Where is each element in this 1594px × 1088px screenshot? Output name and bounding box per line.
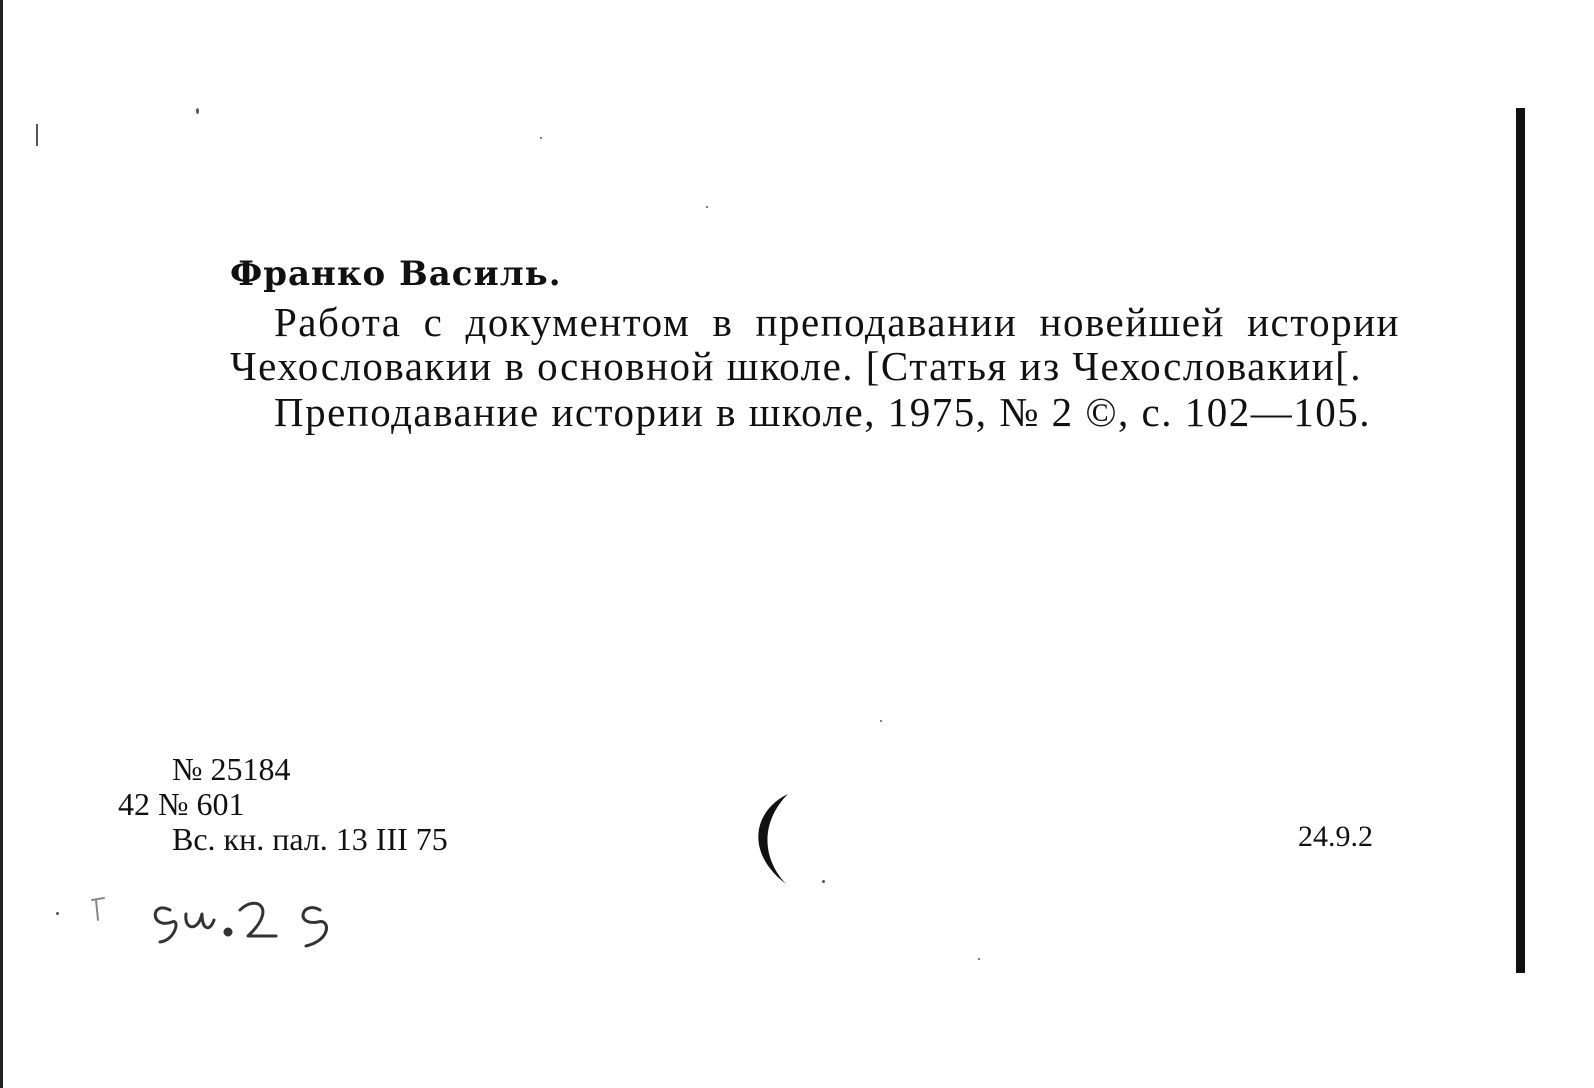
scan-speck	[822, 880, 825, 883]
book-chamber-note: Вс. кн. пал. 13 III 75	[172, 821, 448, 857]
scan-speck	[880, 720, 882, 722]
scan-speck	[978, 958, 980, 960]
scan-speck	[540, 137, 542, 139]
order-number: 42 № 601	[118, 786, 245, 822]
scan-speck	[36, 124, 38, 146]
scan-speck	[706, 206, 708, 208]
card-left-edge	[0, 0, 3, 1088]
handwritten-shelf-mark	[80, 880, 380, 960]
printed-bracket-mark	[740, 790, 810, 890]
source-citation: Преподавание истории в школе, 1975, № 2 ©, с. 102—105.	[274, 389, 1371, 435]
card-registration-block	[118, 752, 448, 857]
work-title: Работа с документом в преподавании новейшей истории Чехословакии в основной школе. [Статья из Чехословакии[.	[230, 299, 1400, 389]
card-right-border-bar	[1516, 108, 1525, 973]
classification-code: 24.9.2	[1298, 820, 1373, 853]
registration-number: № 25184	[172, 751, 291, 787]
scan-speck	[196, 108, 199, 114]
scan-speck	[56, 912, 59, 915]
author-name: Франко Василь.	[230, 254, 562, 294]
bibliographic-entry	[230, 248, 1400, 434]
